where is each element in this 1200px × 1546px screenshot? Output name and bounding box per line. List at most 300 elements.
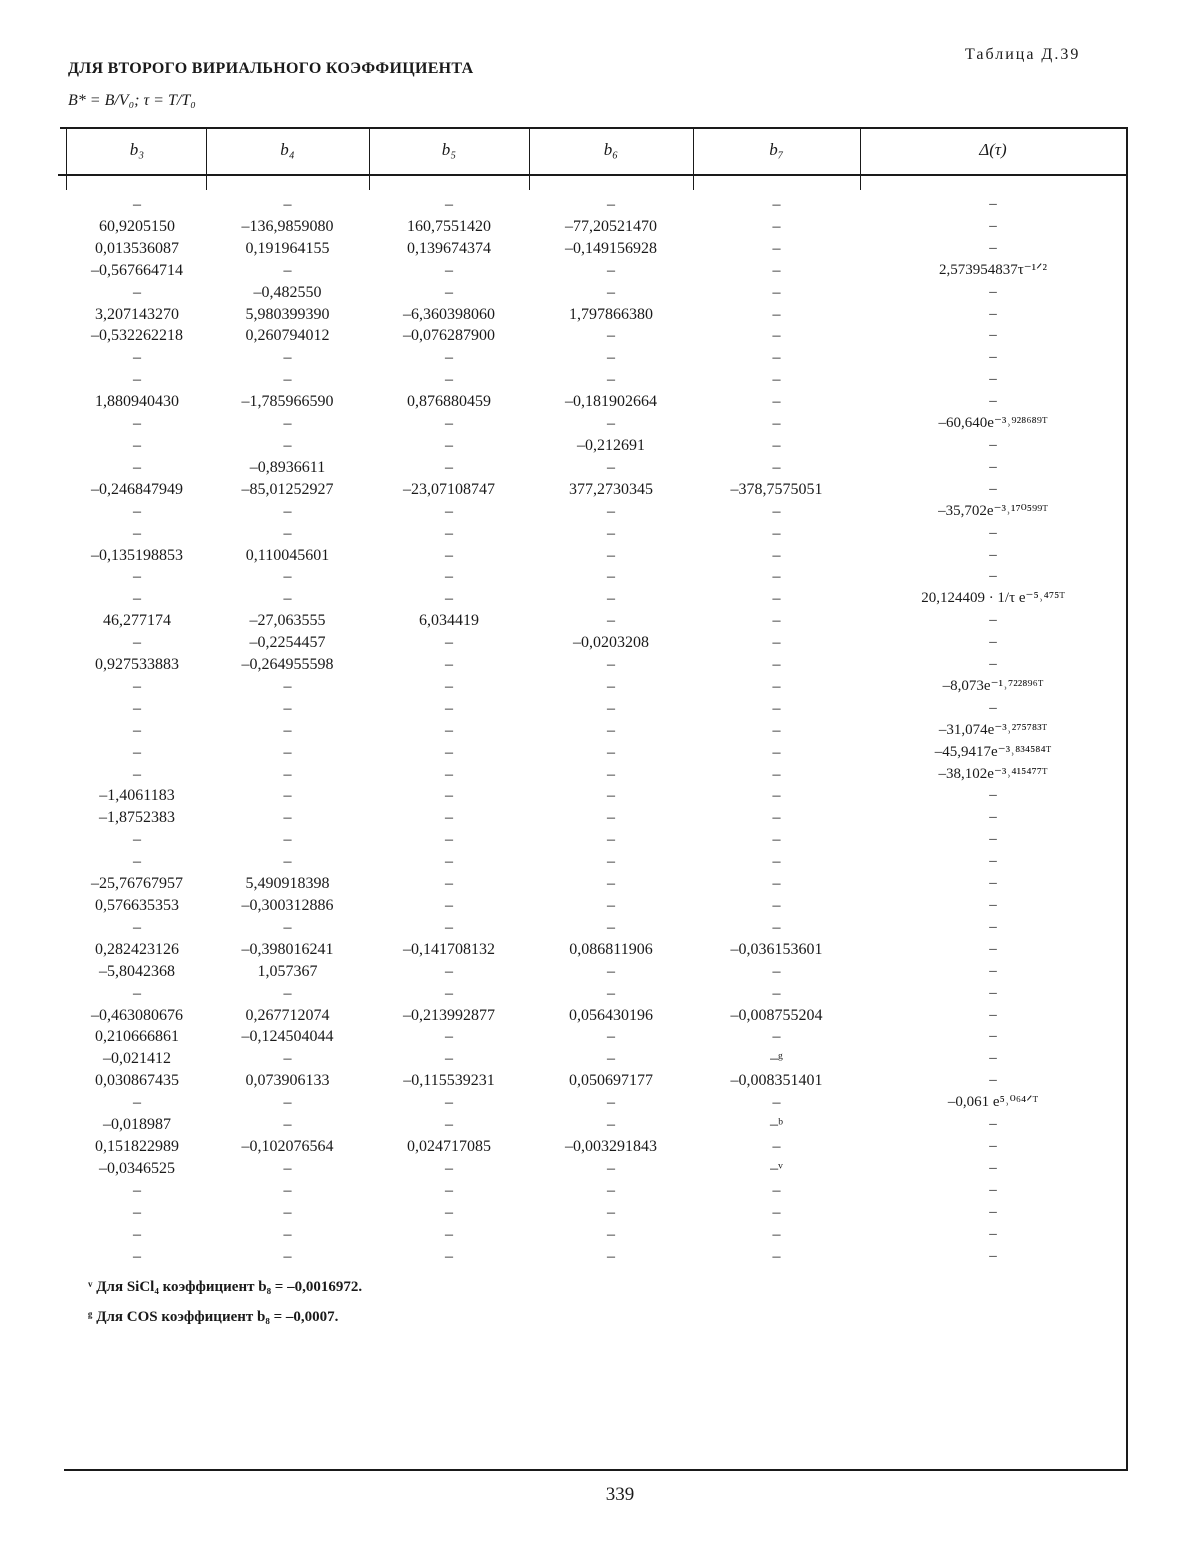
table-cell: – [989, 1159, 997, 1176]
table-cell: –35,702e⁻³˒¹⁷⁰⁵⁹⁹ᵀ [938, 502, 1048, 519]
table-row [68, 479, 1126, 501]
table-cell: –ᵛ [770, 1159, 783, 1177]
table-row [68, 1136, 1126, 1158]
table-cell: 0,260794012 [245, 327, 330, 345]
table-cell: – [607, 1159, 615, 1177]
table-cell: – [283, 436, 292, 454]
table-cell: –1,4061183 [99, 787, 175, 805]
table-title: ДЛЯ ВТОРОГО ВИРИАЛЬНОГО КОЭФФИЦИЕНТА [68, 60, 474, 77]
table-cell: – [989, 875, 997, 892]
table-cell: – [133, 1181, 141, 1199]
table-cell: – [445, 1181, 453, 1199]
table-cell: – [133, 458, 141, 476]
table-cell: – [283, 918, 292, 936]
table-cell: – [445, 634, 453, 652]
table-cell: –0,482550 [253, 283, 322, 301]
table-cell: –6,360398060 [403, 305, 495, 323]
column-header-b7: b₇ [769, 140, 784, 159]
table-cell: 46,277174 [103, 612, 171, 630]
table-cell: – [607, 349, 615, 367]
table-cell: – [772, 546, 781, 564]
table-cell: – [772, 436, 781, 454]
table-cell: – [445, 1116, 453, 1134]
table-cell: 60,9205150 [99, 217, 175, 235]
column-header-delta: Δ(τ) [979, 140, 1007, 159]
table-cell: – [989, 283, 997, 300]
table-cell: – [772, 656, 781, 674]
table-cell: 0,282423126 [95, 940, 179, 958]
table-cell: – [283, 590, 292, 608]
table-cell: – [133, 1094, 141, 1112]
table-cell: – [607, 415, 615, 433]
table-cell: – [445, 546, 453, 564]
table-cell: – [445, 984, 453, 1002]
table-cell: – [989, 1247, 997, 1264]
table-cell: – [607, 196, 615, 213]
table-cell: – [989, 393, 997, 410]
table-cell: – [133, 677, 141, 695]
table-cell: –77,20521470 [565, 217, 657, 235]
table-cell: 0,050697177 [569, 1072, 653, 1090]
table-cell: – [989, 1006, 997, 1023]
table-cell: – [283, 831, 292, 849]
table-cell: – [133, 568, 141, 586]
table-cell: – [445, 875, 453, 893]
table-cell: – [607, 1028, 615, 1046]
table-cell: – [607, 918, 615, 936]
table-cell: –0,264955598 [241, 656, 334, 674]
table-cell: – [133, 743, 141, 761]
table-row [68, 764, 1126, 786]
table-cell: –1,8752383 [99, 809, 175, 827]
table-row [68, 807, 1126, 829]
table-row [68, 216, 1126, 238]
table-cell: –0,300312886 [241, 897, 334, 914]
table-cell: – [989, 699, 997, 716]
table-cell: –0,246847949 [91, 480, 183, 498]
table-cell: – [772, 458, 781, 476]
table-cell: –0,115539231 [403, 1072, 495, 1090]
table-cell: – [133, 590, 141, 608]
table-cell: –0,021412 [103, 1050, 171, 1068]
table-cell: – [989, 809, 997, 826]
table-cell: 0,210666861 [95, 1028, 179, 1046]
table-cell: –45,9417e⁻³˒⁸³⁴⁵⁸⁴ᵀ [934, 743, 1052, 760]
table-cell: – [283, 1181, 292, 1199]
table-cell: – [607, 897, 615, 914]
table-cell: – [445, 656, 453, 674]
table-cell: – [283, 765, 292, 783]
table-row [68, 566, 1126, 588]
table-cell: –0,181902664 [565, 393, 657, 411]
table-cell: – [607, 283, 615, 301]
table-cell: – [607, 656, 615, 674]
table-cell: – [989, 371, 997, 388]
table-cell: – [772, 217, 781, 235]
table-cell: – [445, 1203, 453, 1221]
table-row [68, 1224, 1126, 1246]
table-cell: – [283, 699, 292, 717]
table-cell: – [445, 436, 453, 454]
table-row [68, 961, 1126, 983]
table-cell: –0,0203208 [573, 634, 649, 652]
table-cell: – [133, 349, 141, 367]
table-cell: –38,102e⁻³˒⁴¹⁵⁴⁷⁷ᵀ [938, 765, 1048, 782]
table-row [68, 260, 1126, 282]
table-cell: – [772, 327, 781, 345]
table-row [68, 588, 1126, 610]
table-row [68, 1092, 1126, 1114]
table-row [68, 194, 1126, 216]
column-divider [66, 127, 67, 190]
table-cell: – [445, 787, 453, 805]
table-cell: – [772, 787, 781, 805]
table-cell: – [445, 1094, 453, 1112]
table-cell: – [772, 875, 781, 893]
table-cell: –0,463080676 [91, 1006, 183, 1024]
table-cell: –27,063555 [249, 612, 326, 630]
table-cell: – [772, 831, 781, 849]
table-cell: – [283, 568, 292, 586]
table-bottom-border [64, 1469, 1128, 1471]
table-cell: – [989, 524, 997, 541]
table-row [68, 654, 1126, 676]
table-cell: –0,212691 [577, 436, 645, 454]
table-cell: – [989, 634, 997, 651]
table-cell: – [772, 984, 781, 1002]
table-cell: – [283, 1094, 292, 1112]
table-row [68, 1048, 1126, 1070]
table-cell: – [133, 634, 141, 652]
table-row [68, 1070, 1126, 1092]
table-cell: – [133, 984, 141, 1002]
table-cell: – [283, 371, 292, 389]
table-cell: – [607, 1116, 615, 1134]
table-cell: – [772, 897, 781, 914]
table-cell: – [283, 261, 292, 279]
table-cell: – [445, 962, 453, 980]
table-row [68, 501, 1126, 523]
table-cell: – [445, 568, 453, 586]
table-cell: –0,8936611 [249, 458, 326, 476]
table-cell: – [607, 502, 615, 520]
table-cell: – [607, 371, 615, 389]
table-cell: – [445, 1159, 453, 1177]
table-cell: – [283, 853, 292, 871]
table-cell: –23,07108747 [403, 480, 495, 498]
table-cell: 0,030867435 [95, 1072, 179, 1090]
table-cell: – [989, 1072, 997, 1089]
table-top-border [60, 127, 1128, 129]
table-cell: – [133, 831, 141, 849]
table-cell: –0,532262218 [91, 327, 183, 345]
table-cell: – [772, 196, 781, 213]
table-row [68, 698, 1126, 720]
table-cell: – [283, 1203, 292, 1221]
table-cell: – [989, 1116, 997, 1133]
table-cell: – [133, 436, 141, 454]
table-cell: – [989, 656, 997, 673]
table-cell: 5,980399390 [245, 305, 330, 323]
table-cell: – [133, 196, 141, 213]
table-cell: – [283, 1050, 292, 1068]
table-row [68, 369, 1126, 391]
table-cell: – [989, 1050, 997, 1067]
table-cell: – [607, 261, 615, 279]
table-cell: 3,207143270 [95, 305, 179, 323]
table-cell: – [772, 721, 781, 739]
table-row [68, 895, 1126, 917]
coefficients-table [68, 194, 1126, 1267]
column-header-b5: b₅ [441, 140, 457, 159]
table-cell: – [772, 349, 781, 367]
table-cell: – [283, 1159, 292, 1177]
table-cell: 1,797866380 [569, 305, 653, 323]
table-cell: – [607, 546, 615, 564]
table-row [68, 610, 1126, 632]
table-cell: – [283, 196, 292, 213]
table-row [68, 545, 1126, 567]
table-cell: – [445, 677, 453, 695]
table-cell: 0,151822989 [95, 1137, 179, 1155]
table-cell: – [283, 984, 292, 1002]
table-cell: 0,073906133 [245, 1072, 330, 1090]
table-cell: – [772, 415, 781, 433]
table-cell: – [772, 502, 781, 520]
table-cell: – [607, 568, 615, 586]
table-cell: – [989, 612, 997, 629]
table-cell: – [772, 1028, 781, 1046]
table-cell: 0,139674374 [407, 239, 491, 257]
table-cell: – [607, 875, 615, 893]
table-cell: –0,018987 [103, 1116, 171, 1134]
table-cell: –0,102076564 [241, 1137, 334, 1155]
table-cell: – [133, 721, 141, 739]
table-subtitle: B* = B/V₀; τ = T/T₀ [68, 92, 196, 109]
table-cell: – [133, 283, 141, 301]
table-cell: – [772, 261, 781, 279]
table-row [68, 829, 1126, 851]
table-cell: – [772, 634, 781, 652]
table-cell: – [283, 743, 292, 761]
table-cell: – [445, 283, 453, 301]
table-cell: – [989, 568, 997, 585]
table-cell: – [607, 699, 615, 717]
table-cell: – [607, 962, 615, 980]
table-cell: – [989, 436, 997, 453]
table-cell: 0,576635353 [95, 897, 179, 914]
table-cell: – [283, 349, 292, 367]
table-cell: – [772, 809, 781, 827]
table-cell: – [989, 831, 997, 848]
table-row [68, 983, 1126, 1005]
table-cell: – [133, 918, 141, 936]
table-cell: 0,056430196 [569, 1006, 653, 1024]
table-cell: – [445, 502, 453, 520]
table-cell: 2,573954837τ⁻¹ᐟ² [938, 261, 1048, 278]
table-cell: –0,149156928 [565, 239, 657, 257]
table-cell: – [989, 480, 997, 497]
table-cell: – [607, 984, 615, 1002]
table-cell: – [445, 349, 453, 367]
table-cell: – [607, 853, 615, 871]
table-cell: 1,880940430 [95, 393, 179, 411]
table-cell: – [445, 196, 453, 213]
table-cell: – [989, 1203, 997, 1220]
table-cell: – [772, 393, 781, 411]
table-cell: – [283, 1225, 292, 1243]
table-row [68, 1158, 1126, 1180]
table-cell: – [772, 853, 781, 871]
table-row [68, 917, 1126, 939]
table-cell: 20,124409 · 1/τ e⁻⁵˒⁴⁷⁵ᵀ [921, 590, 1065, 607]
table-cell: 160,7551420 [407, 217, 491, 235]
table-cell: –0,567664714 [91, 261, 183, 279]
table-cell: – [989, 239, 997, 256]
table-cell: – [607, 327, 615, 345]
table-cell: – [607, 787, 615, 805]
table-cell: – [772, 239, 781, 257]
table-cell: – [772, 568, 781, 586]
table-cell: –ᵍ [770, 1050, 783, 1068]
table-cell: – [445, 853, 453, 871]
table-cell: – [989, 349, 997, 366]
table-row [68, 347, 1126, 369]
table-cell: – [772, 1247, 781, 1265]
table-cell: – [445, 765, 453, 783]
footnotes [88, 1272, 362, 1332]
table-cell: – [133, 415, 141, 433]
table-row [68, 1202, 1126, 1224]
table-cell: – [607, 612, 615, 630]
table-cell: 0,927533883 [95, 656, 179, 674]
table-cell: – [283, 787, 292, 805]
table-cell: – [133, 371, 141, 389]
table-cell: – [445, 809, 453, 827]
table-row [68, 1026, 1126, 1048]
table-cell: – [989, 1225, 997, 1242]
table-row [68, 325, 1126, 347]
table-cell: – [772, 371, 781, 389]
table-cell: – [607, 721, 615, 739]
table-cell: – [772, 305, 781, 323]
table-cell: – [772, 699, 781, 717]
table-cell: – [445, 1225, 453, 1243]
table-cell: – [133, 524, 141, 542]
table-row [68, 435, 1126, 457]
table-cell: – [989, 962, 997, 979]
table-cell: –31,074e⁻³˒²⁷⁵⁷⁸³ᵀ [938, 721, 1048, 738]
table-cell: – [133, 1225, 141, 1243]
table-cell: – [133, 765, 141, 783]
table-row [68, 282, 1126, 304]
table-cell: – [989, 1137, 997, 1154]
table-cell: – [989, 984, 997, 1001]
table-cell: – [607, 831, 615, 849]
table-cell: –0,076287900 [403, 327, 495, 345]
table-cell: –ᵇ [770, 1116, 783, 1134]
table-cell: – [607, 458, 615, 476]
table-row [68, 851, 1126, 873]
table-cell: –0,141708132 [403, 940, 495, 958]
table-cell: 0,024717085 [407, 1137, 491, 1155]
table-row [68, 1114, 1126, 1136]
table-cell: – [607, 743, 615, 761]
table-cell: – [607, 765, 615, 783]
table-row [68, 238, 1126, 260]
table-cell: – [772, 962, 781, 980]
table-cell: –60,640e⁻³˒⁹²⁸⁶⁸⁹ᵀ [938, 415, 1048, 432]
table-cell: – [607, 809, 615, 827]
table-cell: – [133, 1247, 141, 1265]
table-cell: –0,135198853 [91, 546, 183, 564]
table-cell: – [283, 502, 292, 520]
table-cell: – [607, 1247, 615, 1265]
footnote-cos: ᵍ Для COS коэффициент b₈ = –0,0007. [88, 1309, 339, 1325]
page-number: 339 [605, 1484, 635, 1505]
table-cell: – [607, 1225, 615, 1243]
table-right-border [1126, 127, 1128, 1471]
table-cell: – [445, 261, 453, 279]
table-cell: – [989, 1181, 997, 1198]
table-row [68, 676, 1126, 698]
table-cell: –136,9859080 [241, 217, 334, 235]
table-cell: – [989, 853, 997, 870]
table-cell: – [772, 283, 781, 301]
table-cell: 0,110045601 [245, 546, 330, 564]
table-cell: – [445, 721, 453, 739]
table-row [68, 304, 1126, 326]
table-cell: –1,785966590 [241, 393, 334, 411]
table-cell: –0,0346525 [99, 1159, 175, 1177]
table-cell: – [445, 524, 453, 542]
footnote-sicl4: ᵛ Для SiCl₄ коэффициент b₈ = –0,0016972. [88, 1279, 363, 1295]
table-cell: –0,2254457 [249, 634, 326, 652]
table-cell: – [989, 918, 997, 935]
table-row [68, 391, 1126, 413]
table-cell: 0,876880459 [407, 393, 491, 411]
table-label: Таблица Д.39 [965, 46, 1081, 63]
table-cell: 0,086811906 [569, 940, 653, 958]
table-cell: –5,8042368 [99, 962, 175, 980]
table-cell: – [445, 590, 453, 608]
header-bottom-border [58, 174, 1128, 176]
table-cell: – [133, 699, 141, 717]
table-cell: – [283, 1247, 292, 1265]
table-cell: – [607, 1203, 615, 1221]
table-cell: – [989, 897, 997, 913]
table-cell: –8,073e⁻¹˒⁷²²⁸⁹⁶ᵀ [942, 677, 1044, 694]
table-cell: –0,398016241 [241, 940, 334, 958]
table-cell: – [607, 677, 615, 695]
table-cell: –25,76767957 [91, 875, 183, 893]
table-cell: – [445, 415, 453, 433]
table-cell: – [772, 743, 781, 761]
table-cell: – [772, 1225, 781, 1243]
table-row [68, 1246, 1126, 1268]
column-header-b3: b₃ [129, 140, 145, 159]
table-cell: 0,267712074 [245, 1006, 330, 1024]
table-cell: 1,057367 [257, 962, 318, 980]
table-cell: – [989, 1028, 997, 1045]
table-cell: – [772, 1181, 781, 1199]
table-cell: 377,2730345 [569, 480, 653, 498]
table-cell: –0,036153601 [730, 940, 823, 958]
table-cell: –378,7575051 [730, 480, 823, 498]
table-cell: – [283, 1116, 292, 1134]
table-cell: – [445, 1028, 453, 1046]
table-cell: 5,490918398 [245, 875, 330, 893]
